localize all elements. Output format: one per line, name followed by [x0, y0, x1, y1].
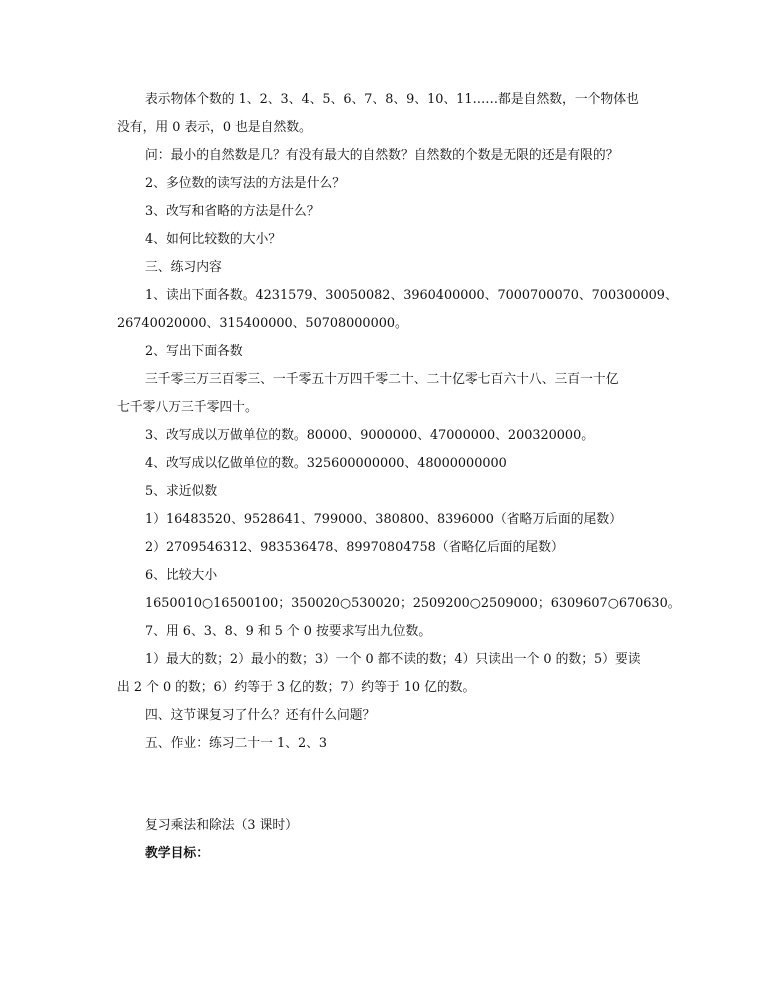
- section-heading: 五、作业：练习二十一 1、2、3: [145, 736, 328, 751]
- paragraph-line: 七千零八万三千零四十。: [117, 400, 258, 415]
- paragraph-line: 3、改写和省略的方法是什么？: [145, 204, 320, 219]
- paragraph-line: 26740020000、315400000、50708000000。: [117, 316, 408, 331]
- paragraph-line: 2、写出下面各数: [145, 344, 243, 359]
- objectives-heading: 教学目标：: [145, 846, 209, 861]
- paragraph-line: 4、改写成以亿做单位的数。325600000000、48000000000: [145, 456, 507, 471]
- lesson-title: 复习乘法和除法（3 课时）: [145, 818, 298, 833]
- paragraph-line: 问：最小的自然数是几？有没有最大的自然数？自然数的个数是无限的还是有限的？: [145, 148, 619, 163]
- paragraph-line: 4、如何比较数的大小？: [145, 232, 282, 247]
- paragraph-line: 表示物体个数的 1、2、3、4、5、6、7、8、9、10、11……都是自然数，一个物体也: [145, 92, 639, 107]
- paragraph-line: 3、改写成以万做单位的数。80000、9000000、47000000、200320000。: [145, 428, 595, 443]
- paragraph-line: 2、多位数的读写法的方法是什么？: [145, 176, 346, 191]
- paragraph-line: 1650010○16500100；350020○530020；2509200○2509000；6309607○670630。: [145, 596, 681, 611]
- paragraph-line: 三千零三万三百零三、一千零五十万四千零二十、二十亿零七百六十八、三百一十亿: [145, 372, 619, 387]
- section-heading: 四、这节课复习了什么？还有什么问题？: [145, 708, 376, 723]
- paragraph-line: 6、比较大小: [145, 568, 218, 583]
- paragraph-line: 1）16483520、9528641、799000、380800、8396000（省略万后面的尾数）: [145, 512, 622, 527]
- paragraph-line: 1）最大的数；2）最小的数；3）一个 0 都不读的数；4）只读出一个 0 的数；5）要读: [145, 652, 641, 667]
- paragraph-line: 出 2 个 0 的数；6）约等于 3 亿的数；7）约等于 10 亿的数。: [117, 680, 476, 695]
- section-heading: 三、练习内容: [145, 260, 222, 275]
- paragraph-line: 7、用 6、3、8、9 和 5 个 0 按要求写出九位数。: [145, 624, 432, 639]
- paragraph-line: 1、读出下面各数。4231579、30050082、3960400000、7000700070、700300009、: [145, 288, 678, 303]
- paragraph-line: 没有，用 0 表示，0 也是自然数。: [117, 120, 312, 135]
- paragraph-line: 2）2709546312、983536478、89970804758（省略亿后面的尾数）: [145, 540, 564, 555]
- paragraph-line: 5、求近似数: [145, 484, 218, 499]
